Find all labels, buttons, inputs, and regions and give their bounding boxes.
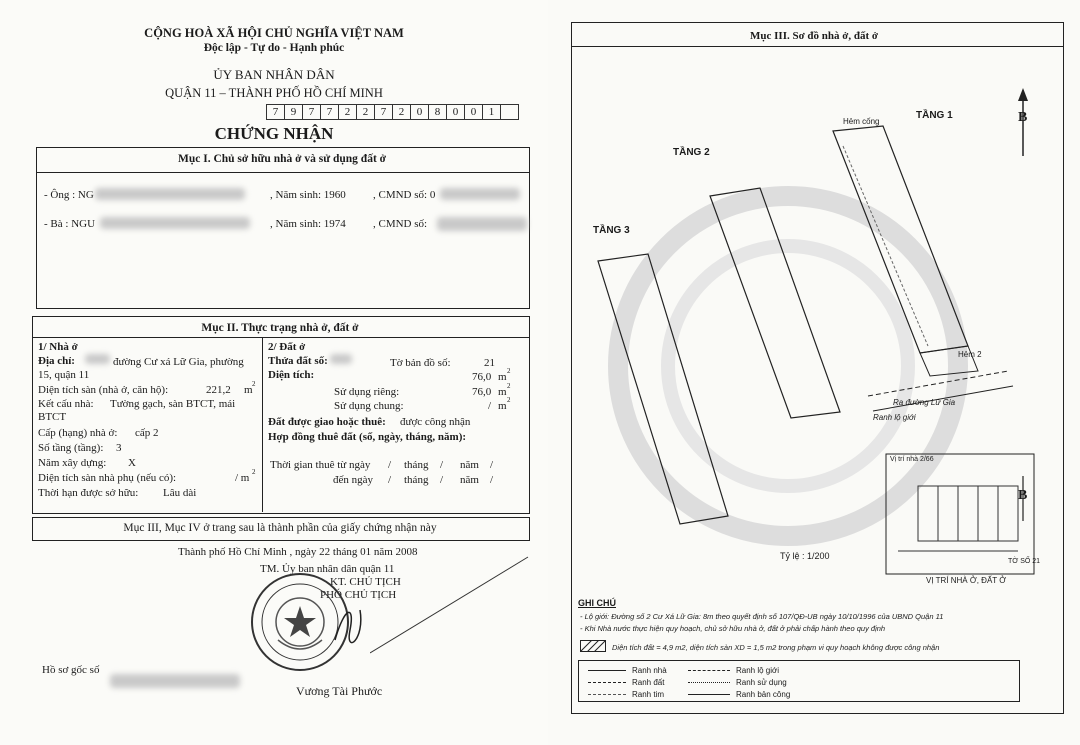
map-sheet-label: Tờ bản đồ số: <box>390 357 451 369</box>
structure-value-2: BTCT <box>38 411 67 423</box>
floors-value: 3 <box>116 442 122 454</box>
section-2-title: Mục II. Thực trạng nhà ở, đất ở <box>201 322 359 334</box>
floor-plan-sketch <box>548 46 1080 606</box>
aux-area-label: Diện tích sàn nhà phụ (nếu có): <box>38 472 177 484</box>
legend-item: Ranh đất <box>632 678 665 687</box>
north-label: B <box>1018 110 1028 125</box>
notes-title: GHI CHÚ <box>578 598 616 608</box>
year-label: Năm xây dựng: <box>38 457 107 469</box>
legend-item: Ranh lộ giới <box>736 666 780 675</box>
tm-line: TM. Ủy ban nhân dân quận 11 <box>260 563 395 575</box>
land-heading: 2/ Đất ở <box>268 341 306 353</box>
term-value: Lâu dài <box>163 487 197 499</box>
inset-north-label: B <box>1018 488 1028 503</box>
alley-label: Hẻm cống <box>843 117 880 126</box>
owner-2-birth: , Năm sinh: 1974 <box>270 218 346 230</box>
grade-label: Cấp (hạng) nhà ở: <box>38 427 118 439</box>
structure-label: Kết cấu nhà: <box>38 398 94 410</box>
private-use-label: Sử dụng riêng: <box>334 386 400 398</box>
origin-file-label: Hồ sơ gốc số <box>42 664 100 676</box>
owner-1-label: - Ông : NG <box>44 189 94 201</box>
legend-item: Ranh tim <box>632 690 665 699</box>
address-label: Địa chỉ: <box>38 355 75 367</box>
national-title: CỘNG HOÀ XÃ HỘI CHỦ NGHĨA VIỆT NAM <box>144 26 404 40</box>
certificate-title: CHỨNG NHẬN <box>214 124 334 143</box>
certificate-id-box: 7 9 7 7 2 2 7 2 0 8 0 0 1 <box>266 104 519 120</box>
private-use-value: 76,0 <box>472 386 492 398</box>
lease-to-label: đến ngày <box>333 474 374 486</box>
common-use-label: Sử dụng chung: <box>334 400 404 412</box>
certificate-right-page <box>548 0 1080 745</box>
structure-value: Tường gạch, sàn BTCT, mái <box>110 398 236 410</box>
footer-note: Mục III, Mục IV ở trang sau là thành phần của giấy chứng nhận này <box>123 522 437 534</box>
owner-1-birth: , Năm sinh: 1960 <box>270 189 346 201</box>
note-2: - Khi Nhà nước thực hiện quy hoạch, chủ sở hữu nhà ở, đất ở phải chấp hành theo quy định <box>580 624 886 633</box>
sheet-number: TỜ SỐ 21 <box>1008 558 1041 565</box>
allotment-value: được công nhận <box>400 416 471 428</box>
year-value: X <box>128 457 136 469</box>
district-title: QUẬN 11 – THÀNH PHỐ HỒ CHÍ MINH <box>165 86 383 100</box>
floor-1-label: TẦNG 1 <box>916 110 953 121</box>
kt-line: KT. CHỦ TỊCH <box>330 576 401 588</box>
committee-title: ỦY BAN NHÂN DÂN <box>213 67 335 82</box>
legend-item: Ranh bản công <box>736 690 791 699</box>
issue-date: Thành phố Hồ Chí Minh , ngày 22 tháng 01 năm 2008 <box>178 546 418 558</box>
hatch-note: Diện tích đất = 4,9 m2, diện tích sàn XD = 1,5 m2 trong phạm vi quy hoạch không được công nhận <box>612 643 940 652</box>
land-area-value: 76,0 <box>472 371 492 383</box>
floors-label: Số tầng (tầng): <box>38 442 104 454</box>
aux-area-unit: / m <box>235 472 250 484</box>
floor-area-unit: m <box>244 384 253 396</box>
floor-3-label: TẦNG 3 <box>593 225 630 236</box>
road-label: Ra đường Lữ Gia <box>893 398 956 407</box>
address-value: đường Cư xá Lữ Gia, phường <box>113 356 244 368</box>
section-1-title: Mục I. Chủ sở hữu nhà ở và sử dụng đất ở <box>177 153 387 165</box>
floor-area-label: Diện tích sàn (nhà ở, căn hộ): <box>38 384 169 396</box>
lease-from-label: Thời gian thuê từ ngày <box>270 459 371 471</box>
grade-value: cấp 2 <box>135 427 159 439</box>
house-heading: 1/ Nhà ở <box>38 341 78 353</box>
signature-mark <box>330 600 370 650</box>
scale-label: Tỷ lệ : 1/200 <box>780 551 830 561</box>
lot-boundary-label: Ranh lộ giới <box>873 413 916 422</box>
address-value-2: 15, quận 11 <box>38 369 90 381</box>
location-header: Vị trí nhà 2/66 <box>890 456 934 463</box>
owner-2-cmnd: , CMND số: <box>373 218 428 230</box>
owner-2-label: - Bà : NGU <box>44 218 96 230</box>
legend-item: Ranh sử dụng <box>736 678 787 687</box>
lease-contract-label: Hợp đồng thuê đất (số, ngày, tháng, năm): <box>268 431 467 443</box>
floor-2-label: TẦNG 2 <box>673 147 710 158</box>
alley-2-label: Hẻm 2 <box>958 350 982 359</box>
legend-item: Ranh nhà <box>632 666 667 675</box>
section-3-title: Mục III. Sơ đồ nhà ở, đất ở <box>750 30 878 42</box>
parcel-label: Thửa đất số: <box>268 355 328 367</box>
land-area-label: Diện tích: <box>268 369 315 381</box>
term-label: Thời hạn được sở hữu: <box>38 487 139 499</box>
map-sheet-value: 21 <box>484 357 495 369</box>
floor-area-value: 221,2 <box>206 384 231 396</box>
note-1: - Lộ giới: Đường số 2 Cư Xá Lữ Gia: 8m theo quyết định số 107/QĐ-UB ngày 10/10/1996 của UBND Quận 11 <box>580 612 944 621</box>
common-use-value: / <box>488 400 492 412</box>
hatch-swatch <box>580 640 606 652</box>
allotment-label: Đất được giao hoặc thuê: <box>268 416 386 428</box>
location-caption: VỊ TRÍ NHÀ Ở, ĐẤT Ở <box>926 576 1007 585</box>
national-motto: Độc lập - Tự do - Hạnh phúc <box>203 42 345 54</box>
signer-name: Vương Tài Phước <box>296 684 383 698</box>
vice-chairman-line: PHÓ CHỦ TỊCH <box>320 589 397 601</box>
owner-1-cmnd: , CMND số: 0 <box>373 189 436 201</box>
certificate-left-page: CỘNG HOÀ XÃ HỘI CHỦ NGHĨA VIỆT NAM Độc lập - Tự do - Hạnh phúc ỦY BAN NHÂN DÂN QUẬN 11 – THÀNH PHỐ HỒ CHÍ MINH 7 9 7 7 2 2 7 2 0 8 0 0 1 CHỨNG NHẬN Mục I. Chủ sở hữu nhà ở và sử dụng đất ở - Ông : NG , Năm sinh: 1960 , CMND số: 0 - Bà : NGU , Năm sinh: 1974 , CMND số: Mục II. Thực trạng nhà ở, đất ở 1/ Nhà ở Địa chỉ: đường Cư xá Lữ Gia, phường 15, quận 11 Diện tích sàn (nhà ở, căn hộ): 221,2 m 2 Kết cấu nhà: Tường gạch, sàn BTCT, mái BTCT Cấp (hạng) nhà ở: cấp 2 Số tầng (tầng): 3 Năm xây dựng: X Diện tích sàn nhà phụ (nếu có): / m 2 Thời hạn được sở hữu: Lâu dài 2/ Đất ở Thửa đất số: Tờ bản đồ số: 21 Diện tích: 76,0 m 2 Sử dụng riêng: 76,0 m 2 Sử dụng chung: / m 2 Đất được giao hoặc thuê: được công nhận Hợp đồng thuê đất (số, ngày, tháng, năm): Thời gian thuê từ ngày / tháng / năm / đến ngày / tháng / năm / Mục III, Mục IV ở trang sau là thành phần của giấy chứng nhận này Thành phố Hồ Chí Minh , ngày 22 tháng 01 năm 2008 TM. Ủy ban nhân dân quận 11 KT. CHỦ TỊCH PHÓ CHỦ TỊCH Vương Tài Phước Hồ sơ gốc số <box>0 0 548 745</box>
